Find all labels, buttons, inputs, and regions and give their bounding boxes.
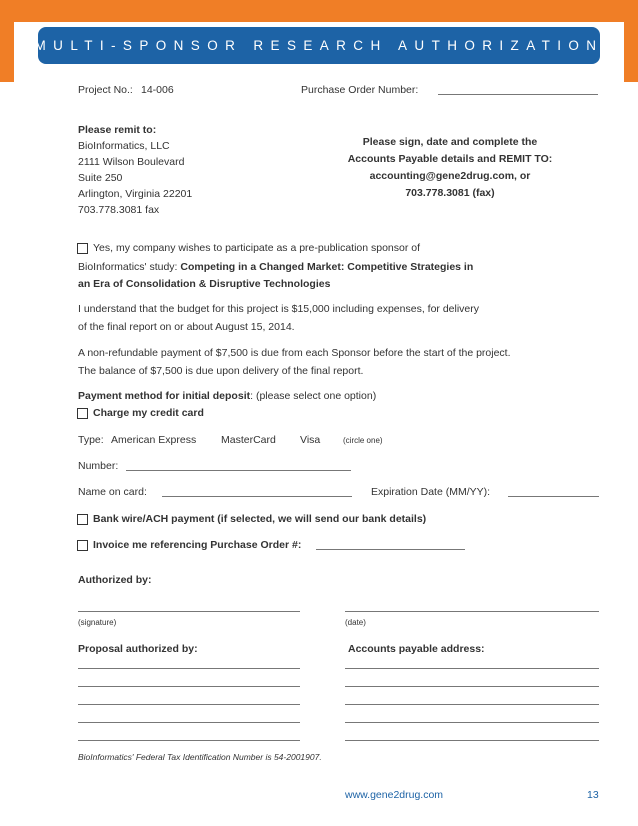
budget-line-1: I understand that the budget for this project is $15,000 including expenses, for delivery: [78, 303, 479, 315]
sign-note-line: Accounts Payable details and REMIT TO:: [347, 153, 553, 165]
orange-left-band: [0, 22, 14, 82]
proposal-field-line[interactable]: [78, 722, 300, 723]
card-type-visa[interactable]: Visa: [300, 434, 321, 446]
proposal-field-line[interactable]: [78, 686, 300, 687]
name-on-card-field[interactable]: [162, 496, 352, 497]
card-type-mastercard[interactable]: MasterCard: [221, 434, 276, 446]
invoice-label: Invoice me referencing Purchase Order #:: [93, 539, 302, 551]
card-type-amex[interactable]: American Express: [111, 434, 197, 446]
payment-terms-line-2: The balance of $7,500 is due upon delivery of the final report.: [78, 365, 364, 377]
participate-text: Yes, my company wishes to participate as a pre-publication sponsor of: [93, 242, 421, 254]
proposal-field-line[interactable]: [78, 668, 300, 669]
date-caption: (date): [345, 618, 366, 627]
credit-card-label: Charge my credit card: [93, 407, 204, 419]
purchase-order-field[interactable]: [438, 94, 598, 95]
remit-line: 2111 Wilson Boulevard: [78, 156, 185, 168]
payment-method-hint: : (please select one option): [250, 390, 377, 402]
expiration-field[interactable]: [508, 496, 599, 497]
footer-url[interactable]: www.gene2drug.com: [345, 789, 444, 801]
ap-address-field-line[interactable]: [345, 686, 599, 687]
project-number: 14-006: [141, 84, 174, 96]
card-type-label: Type:: [78, 434, 104, 446]
remit-line: Arlington, Virginia 22201: [78, 188, 193, 200]
orange-top-band: [0, 0, 638, 22]
bank-wire-checkbox[interactable]: [77, 514, 88, 525]
remit-line: BioInformatics, LLC: [78, 140, 170, 152]
name-on-card-label: Name on card:: [78, 486, 147, 498]
sign-note-line: Please sign, date and complete the: [362, 136, 538, 148]
invoice-checkbox[interactable]: [77, 540, 88, 551]
ap-address-field-line[interactable]: [345, 704, 599, 705]
proposal-field-line[interactable]: [78, 740, 300, 741]
signature-caption: (signature): [78, 618, 117, 627]
ap-address-field-line[interactable]: [345, 740, 599, 741]
orange-right-band: [624, 22, 638, 82]
page-number: 13: [587, 789, 599, 801]
signature-field[interactable]: [78, 611, 300, 612]
remit-heading: Please remit to:: [78, 124, 157, 136]
circle-one-note: (circle one): [343, 436, 383, 445]
purchase-order-label: Purchase Order Number:: [301, 84, 419, 96]
card-number-field[interactable]: [126, 470, 351, 471]
payment-method-label: Payment method for initial deposit: [78, 390, 251, 402]
project-number-label: Project No.:: [78, 84, 133, 96]
authorized-by-heading: Authorized by:: [78, 574, 152, 586]
remit-line: 703.778.3081 fax: [78, 204, 160, 216]
expiration-label: Expiration Date (MM/YY):: [371, 486, 491, 498]
invoice-po-field[interactable]: [316, 549, 465, 550]
study-title-line-1: Competing in a Changed Market: Competitive Strategies in: [180, 261, 474, 273]
ap-address-field-line[interactable]: [345, 668, 599, 669]
budget-line-2: of the final report on or about August 15, 2014.: [78, 321, 295, 333]
sign-note-fax: 703.778.3081 (fax): [405, 187, 495, 199]
proposal-field-line[interactable]: [78, 704, 300, 705]
bank-wire-label: Bank wire/ACH payment (if selected, we will send our bank details): [93, 513, 427, 525]
payment-terms-line-1: A non-refundable payment of $7,500 is due from each Sponsor before the start of the project.: [78, 347, 511, 359]
tax-id-note: BioInformatics' Federal Tax Identification Number is 54-2001907.: [78, 752, 322, 762]
page-title: MULTI-SPONSOR RESEARCH AUTHORIZATION: [38, 27, 600, 64]
participate-checkbox[interactable]: [77, 243, 88, 254]
credit-card-checkbox[interactable]: [77, 408, 88, 419]
proposal-authorized-heading: Proposal authorized by:: [78, 643, 198, 655]
card-number-label: Number:: [78, 460, 119, 472]
remit-line: Suite 250: [78, 172, 123, 184]
date-field[interactable]: [345, 611, 599, 612]
accounts-payable-heading: Accounts payable address:: [348, 643, 485, 655]
sign-note-email: accounting@gene2drug.com, or: [369, 170, 531, 182]
study-title-line-2: an Era of Consolidation & Disruptive Technologies: [78, 278, 331, 290]
study-prefix: BioInformatics' study:: [78, 261, 178, 273]
ap-address-field-line[interactable]: [345, 722, 599, 723]
